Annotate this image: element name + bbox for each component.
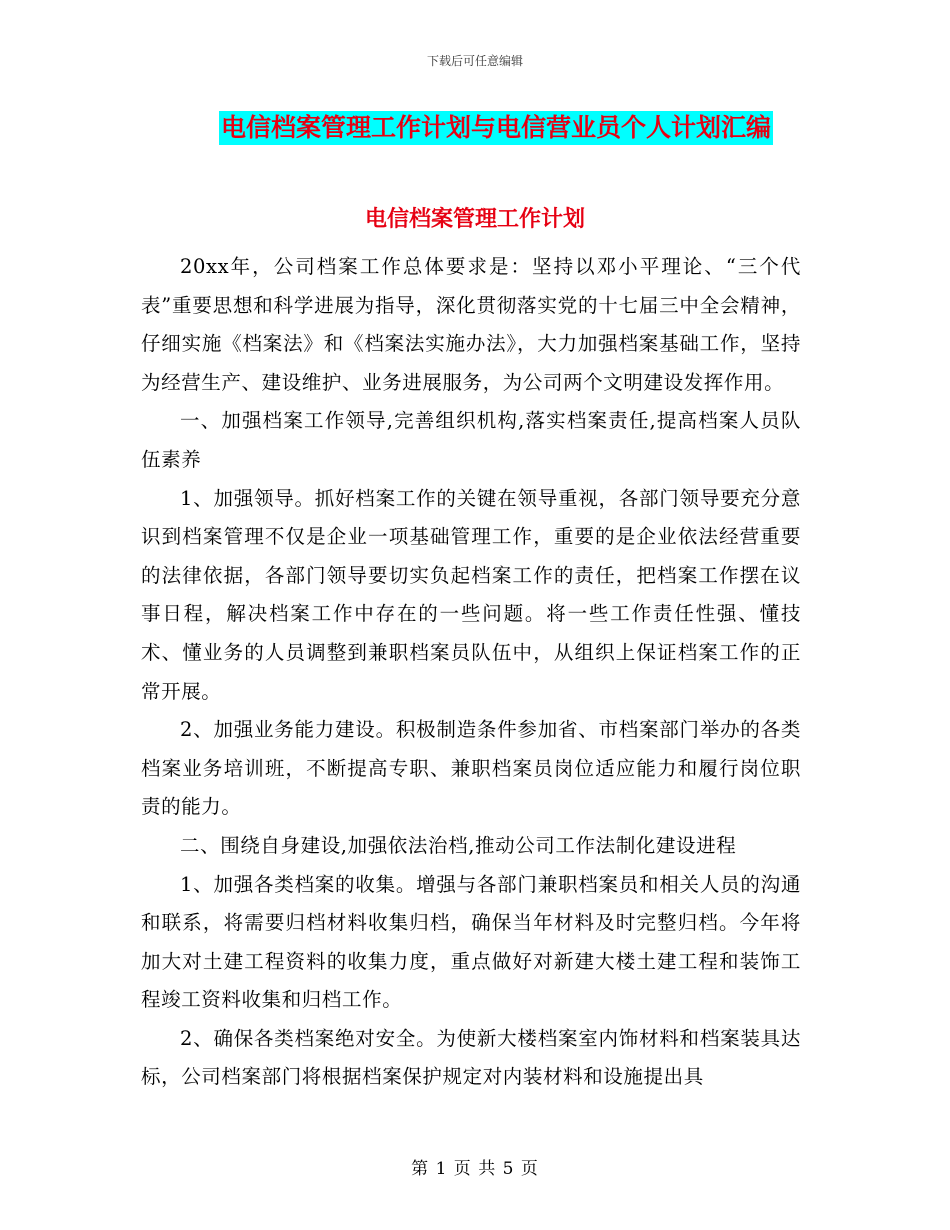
paragraph-2-1: 1、加强各类档案的收集。增强与各部门兼职档案员和相关人员的沟通和联系，将需要归档材料收集归档，确保当年材料及时完整归档。今年将加大对土建工程资料的收集力度，重点做好对新建大楼土建工程和装饰工程竣工资料收集和归档工作。	[141, 872, 801, 1012]
header-note: 下载后可任意编辑	[426, 54, 523, 68]
paragraph-heading-2: 二、围绕自身建设,加强依法治档,推动公司工作法制化建设进程	[180, 833, 737, 857]
section-title: 电信档案管理工作计划	[364, 207, 585, 232]
paragraph-heading-1: 一、加强档案工作领导,完善组织机构,落实档案责任,提高档案人员队伍素养	[141, 409, 801, 471]
main-title-container	[0, 111, 950, 145]
document-body	[141, 248, 801, 1097]
page-number-footer: 第 1 页 共 5 页	[411, 1159, 539, 1179]
document-title: 电信档案管理工作计划与电信营业员个人计划汇编	[219, 111, 773, 145]
paragraph-1-1: 1、加强领导。抓好档案工作的关键在领导重视，各部门领导要充分意识到档案管理不仅是企业一项基础管理工作，重要的是企业依法经营重要的法律依据，各部门领导要切实负起档案工作的责任，把档案工作摆在议事日程，解决档案工作中存在的一些问题。将一些工作责任性强、懂技术、懂业务的人员调整到兼职档案员队伍中，从组织上保证档案工作的正常开展。	[141, 486, 801, 703]
paragraph-intro: 20xx年，公司档案工作总体要求是：坚持以邓小平理论、“三个代表”重要思想和科学进展为指导，深化贯彻落实党的十七届三中全会精神，仔细实施《档案法》和《档案法实施办法》，大力加强档案基础工作，坚持为经营生产、建设维护、业务进展服务，为公司两个文明建设发挥作用。	[141, 255, 801, 394]
paragraph-1-2: 2、加强业务能力建设。积极制造条件参加省、市档案部门举办的各类档案业务培训班，不断提高专职、兼职档案员岗位适应能力和履行岗位职责的能力。	[141, 718, 801, 819]
paragraph-2-2: 2、确保各类档案绝对安全。为使新大楼档案室内饰材料和档案装具达标，公司档案部门将根据档案保护规定对内装材料和设施提出具	[141, 1026, 801, 1089]
